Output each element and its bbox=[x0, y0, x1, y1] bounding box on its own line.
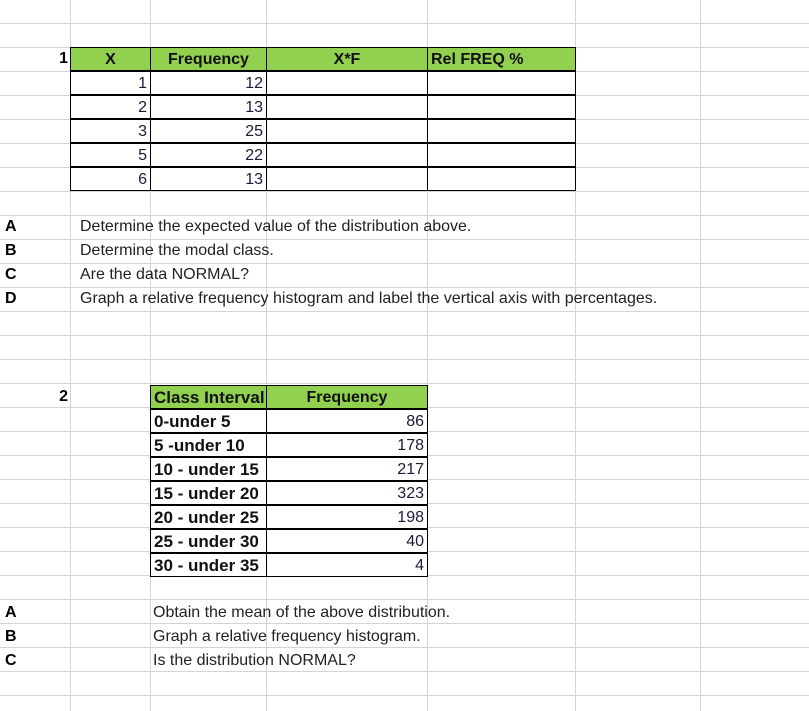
question-text[interactable]: Are the data NORMAL? bbox=[80, 266, 249, 283]
question-letter[interactable]: B bbox=[5, 242, 17, 259]
x-cell[interactable]: 1 bbox=[70, 71, 151, 95]
class-interval-cell[interactable]: 0-under 5 bbox=[150, 409, 267, 433]
header-class-interval[interactable]: Class Interval bbox=[150, 385, 267, 409]
class-interval-cell[interactable]: 25 - under 30 bbox=[150, 529, 267, 553]
header-xf[interactable]: X*F bbox=[266, 47, 428, 71]
class-interval-cell[interactable]: 30 - under 35 bbox=[150, 553, 267, 577]
class-interval-cell[interactable]: 5 -under 10 bbox=[150, 433, 267, 457]
header-frequency[interactable]: Frequency bbox=[150, 47, 267, 71]
problem-number[interactable]: 1 bbox=[59, 50, 68, 67]
frequency-cell[interactable]: 217 bbox=[266, 457, 428, 481]
problem-number[interactable]: 2 bbox=[59, 388, 68, 405]
question-text[interactable]: Obtain the mean of the above distribution. bbox=[153, 604, 451, 621]
question-letter[interactable]: A bbox=[5, 218, 17, 235]
class-interval-cell[interactable]: 10 - under 15 bbox=[150, 457, 267, 481]
xf-cell[interactable] bbox=[266, 143, 428, 167]
xf-cell[interactable] bbox=[266, 167, 428, 191]
question-letter[interactable]: D bbox=[5, 290, 17, 307]
header-frequency[interactable]: Frequency bbox=[266, 385, 428, 409]
header-x[interactable]: X bbox=[70, 47, 151, 71]
x-cell[interactable]: 2 bbox=[70, 95, 151, 119]
xf-cell[interactable] bbox=[266, 95, 428, 119]
frequency-cell[interactable]: 12 bbox=[150, 71, 267, 95]
question-text[interactable]: Determine the expected value of the distribution above. bbox=[80, 218, 472, 235]
question-letter[interactable]: B bbox=[5, 628, 17, 645]
rel-freq-cell[interactable] bbox=[427, 143, 576, 167]
question-text[interactable]: Determine the modal class. bbox=[80, 242, 274, 259]
question-text[interactable]: Graph a relative frequency histogram and label the vertical axis with percentages. bbox=[80, 290, 658, 307]
rel-freq-cell[interactable] bbox=[427, 95, 576, 119]
frequency-cell[interactable]: 198 bbox=[266, 505, 428, 529]
frequency-cell[interactable]: 13 bbox=[150, 95, 267, 119]
question-letter[interactable]: C bbox=[5, 652, 17, 669]
question-letter[interactable]: A bbox=[5, 604, 17, 621]
xf-cell[interactable] bbox=[266, 119, 428, 143]
frequency-cell[interactable]: 25 bbox=[150, 119, 267, 143]
xf-cell[interactable] bbox=[266, 71, 428, 95]
frequency-cell[interactable]: 22 bbox=[150, 143, 267, 167]
rel-freq-cell[interactable] bbox=[427, 119, 576, 143]
frequency-cell[interactable]: 323 bbox=[266, 481, 428, 505]
question-text[interactable]: Graph a relative frequency histogram. bbox=[153, 628, 421, 645]
header-rel-freq[interactable]: Rel FREQ % bbox=[427, 47, 576, 71]
frequency-cell[interactable]: 13 bbox=[150, 167, 267, 191]
x-cell[interactable]: 5 bbox=[70, 143, 151, 167]
frequency-cell[interactable]: 178 bbox=[266, 433, 428, 457]
gridline bbox=[700, 0, 701, 711]
frequency-cell[interactable]: 40 bbox=[266, 529, 428, 553]
rel-freq-cell[interactable] bbox=[427, 167, 576, 191]
frequency-cell[interactable]: 4 bbox=[266, 553, 428, 577]
x-cell[interactable]: 6 bbox=[70, 167, 151, 191]
question-letter[interactable]: C bbox=[5, 266, 17, 283]
x-cell[interactable]: 3 bbox=[70, 119, 151, 143]
rel-freq-cell[interactable] bbox=[427, 71, 576, 95]
question-text[interactable]: Is the distribution NORMAL? bbox=[153, 652, 356, 669]
frequency-cell[interactable]: 86 bbox=[266, 409, 428, 433]
class-interval-cell[interactable]: 15 - under 20 bbox=[150, 481, 267, 505]
class-interval-cell[interactable]: 20 - under 25 bbox=[150, 505, 267, 529]
